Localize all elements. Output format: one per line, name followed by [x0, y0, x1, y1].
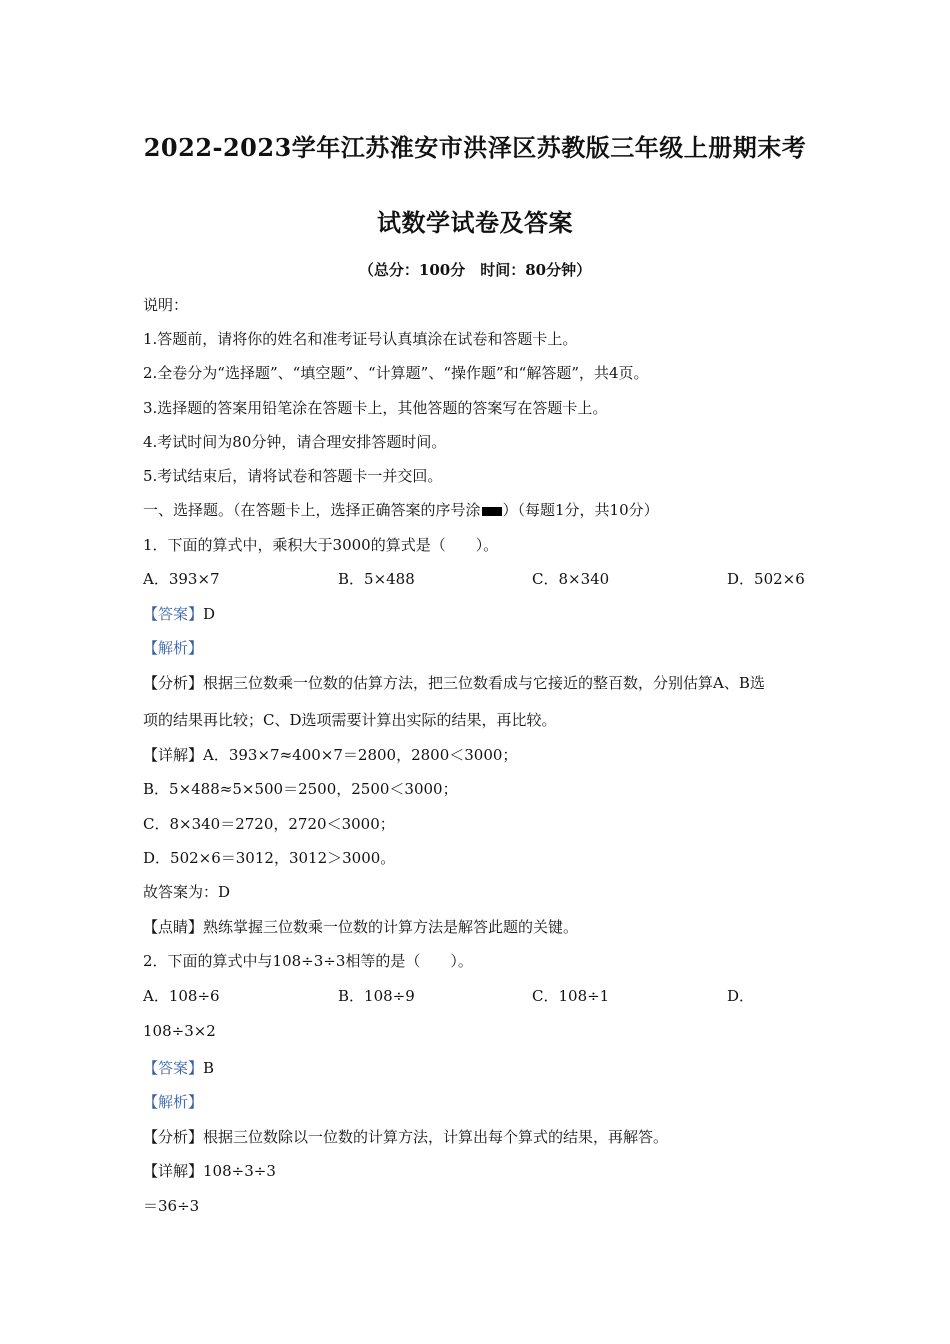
question-1-fenxi — [143, 672, 765, 693]
question-2-detail — [143, 1160, 276, 1181]
question-1-analysis-tag: 【解析】 — [143, 639, 204, 657]
answer-value: D — [203, 605, 216, 623]
question-2-option-c: C．108÷1 — [532, 987, 610, 1005]
question-2-option-d-cont: 108÷3×2 — [143, 1022, 216, 1040]
section-1-heading-score: ）（每题1分，共10分） — [502, 501, 659, 519]
question-1-detail-d: D．502×6＝3012，3012＞3000。 — [143, 849, 396, 867]
instruction-item: 3.选择题的答案用铅笔涂在答题卡上，其他答题的答案写在答题卡上。 — [143, 399, 608, 417]
question-1-detail — [143, 744, 517, 765]
question-1-dianjing — [143, 916, 578, 937]
answer-tag: 【答案】 — [143, 605, 204, 623]
dianjing-tag: 【点睛】 — [143, 918, 204, 936]
question-2-option-a: A．108÷6 — [143, 987, 220, 1005]
question-2-answer — [143, 1057, 214, 1078]
answer-value: B — [203, 1059, 215, 1077]
instruction-item: 4.考试时间为80分钟，请合理安排答题时间。 — [143, 433, 447, 451]
instruction-item: 5.考试结束后，请将试卷和答题卡一并交回。 — [143, 467, 443, 485]
fenxi-tag: 【分析】 — [143, 1128, 204, 1146]
title-line-2: 试数学试卷及答案 — [377, 208, 573, 237]
instruction-item: 2.全卷分为“选择题”、“填空题”、“计算题”、“操作题”和“解答题”，共4页。 — [143, 364, 649, 382]
exam-subtitle: （总分：100分 时间：80分钟） — [358, 261, 592, 279]
question-2-fenxi — [143, 1126, 668, 1147]
detail-text: 108÷3÷3 — [203, 1162, 276, 1180]
instruction-item: 1.答题前，请将你的姓名和准考证号认真填涂在试卷和答题卡上。 — [143, 330, 578, 348]
question-1-fenxi-cont: 项的结果再比较；C、D选项需要计算出实际的结果，再比较。 — [143, 711, 557, 729]
question-1-stem: 1．下面的算式中，乘积大于3000的算式是（ ）。 — [143, 536, 499, 554]
title-line-1: 2022-2023学年江苏淮安市洪泽区苏教版三年级上册期末考 — [143, 133, 807, 162]
question-2-option-b: B．108÷9 — [338, 987, 415, 1005]
question-1-conclusion: 故答案为：D — [143, 883, 231, 901]
question-1-answer — [143, 603, 215, 624]
question-1-option-d: D．502×6 — [727, 570, 805, 588]
question-1-option-b: B．5×488 — [338, 570, 415, 588]
question-1-detail-b: B．5×488≈5×500＝2500，2500＜3000； — [143, 780, 458, 798]
detail-tag: 【详解】 — [143, 1162, 204, 1180]
fenxi-text: 根据三位数除以一位数的计算方法，计算出每个算式的结果，再解答。 — [203, 1128, 669, 1146]
question-2-stem: 2．下面的算式中与108÷3÷3相等的是（ ）。 — [143, 952, 473, 970]
question-2-detail-step: ＝36÷3 — [143, 1197, 200, 1215]
dianjing-text: 熟练掌握三位数乘一位数的计算方法是解答此题的关键。 — [203, 918, 579, 936]
detail-tag: 【详解】 — [143, 746, 204, 764]
question-2-option-d: D． — [727, 987, 755, 1005]
question-1-option-c: C．8×340 — [532, 570, 610, 588]
fenxi-text: 根据三位数乘一位数的估算方法，把三位数看成与它接近的整百数，分别估算A、B选 — [203, 674, 765, 692]
filled-box-icon — [482, 507, 502, 516]
answer-tag: 【答案】 — [143, 1059, 204, 1077]
section-1-heading — [143, 499, 659, 520]
fenxi-tag: 【分析】 — [143, 674, 204, 692]
section-1-heading-text: 一、选择题。（在答题卡上，选择正确答案的序号涂 — [143, 501, 481, 519]
detail-text: A．393×7≈400×7＝2800，2800＜3000； — [203, 746, 518, 764]
instructions-heading: 说明： — [143, 296, 189, 314]
question-1-detail-c: C．8×340＝2720，2720＜3000； — [143, 815, 395, 833]
question-1-option-a: A．393×7 — [143, 570, 220, 588]
question-2-analysis-tag: 【解析】 — [143, 1093, 204, 1111]
